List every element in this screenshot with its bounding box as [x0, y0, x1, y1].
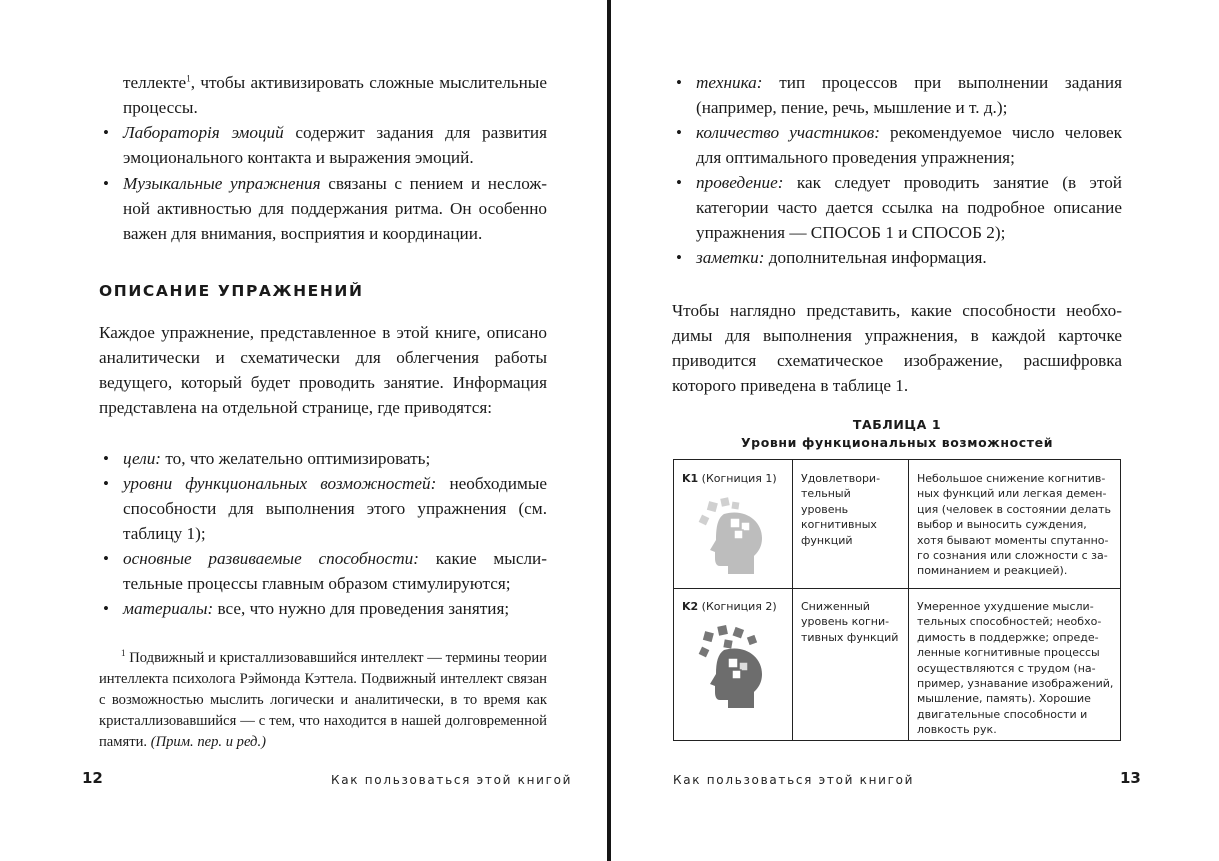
list-item: • цели: то, что желательно оптимизировать;: [123, 446, 547, 471]
table-subtitle: Уровни функциональных возможностей: [740, 435, 1054, 450]
bullet-icon: •: [103, 599, 109, 618]
bullet-icon: •: [103, 123, 109, 142]
head-puzzle-dark-icon: [694, 624, 770, 710]
running-head: Как пользоваться этой книгой: [331, 773, 573, 787]
paragraph-continuation: теллекте$^1$, чтобы активизировать сложные мыслительные процессы.: [123, 73, 547, 117]
table-cell-code: K1 (Когниция 1): [674, 460, 793, 588]
table-cell-description: Небольшое снижение когнитивных функций или легкая деменция (человек в состоянии делать выбор и выносить суждения, хотя бывают моменты спутанного сознания или сложности с запоминанием и реакцией).: [917, 472, 1112, 578]
footnote-marker: 1: [186, 73, 191, 84]
list-item: • проведение: как следует проводить занятие (в этой категории часто дается ссылка на подробное описание упражнения — СПОСОБ 1 и СПОСОБ 2);: [696, 170, 1122, 245]
list-item: • техника: тип процессов при выполнении задания (например, пение, речь, мышление и т. д.);: [696, 70, 1122, 120]
list-item: • заметки: дополнительная информация.: [696, 245, 1122, 270]
table-cell-level: Удовлетворительный уровень когнитивных функций: [793, 460, 909, 588]
table-intro-paragraph: Чтобы наглядно представить, какие способности необходимы для выполнения упражнения, в каждой карточке приводится схематическое изображение, расшифровка которого приведена в таблице 1.: [672, 301, 1122, 395]
book-gutter: [607, 0, 611, 861]
bullet-icon: •: [676, 173, 682, 192]
footnote: $^1$ Подвижный и кристаллизовавшийся интеллект — термины теории интеллекта психолога Рэймонда Кэттела. Подвижный интеллект связан с возможностью мыслить логически и аналитически, в то время как кристаллизовавшийся — с тем, что находится в нашей долговременной памяти. (Прим. пер. и ред.): [99, 648, 547, 750]
page-number-right: 13: [1120, 769, 1141, 787]
bullet-music: • Музыкальные упражнения связаны с пением и несложной активностью для поддержания ритма. Он особенно важен для внимания, восприятия и координации.: [123, 171, 547, 246]
table-cell-level: Сниженный уровень когнитивных функций: [793, 588, 909, 740]
running-head-right: Как пользоваться этой книгой: [673, 773, 915, 787]
table-cell-code: K2 (Когниция 2): [674, 588, 793, 740]
list-item: • количество участников: рекомендуемое число человек для оптимального проведения упражнения;: [696, 120, 1122, 170]
table-cell-description: Умеренное ухудшение мыслительных способностей; необходимость в поддержке; определенные когнитивные процессы осуществляются с трудом (например, узнавание изображений, мышление, память). Хорошие двигательные способности и ловкость рук.: [917, 600, 1114, 737]
info-list-right: [676, 70, 1123, 270]
bullet-icon: •: [103, 174, 109, 193]
list-item: • уровни функциональных возможностей: необходимые способности для выполнения этого упражнения (см. таблицу 1);: [123, 471, 547, 546]
bullet-icon: •: [676, 73, 682, 92]
bullet-icon: •: [103, 549, 109, 568]
head-puzzle-light-icon: [694, 496, 770, 576]
info-list-left: [103, 446, 547, 621]
table-title: ТАБЛИЦА 1: [852, 417, 942, 432]
table-row: [674, 460, 1120, 589]
intro-paragraph: Каждое упражнение, представленное в этой книге, описано аналитически и схематически для облегчения работы ведущего, который будет проводить занятие. Информация представлена на отдельной странице, где приводятся:: [99, 323, 547, 417]
list-item: • основные развиваемые способности: какие мыслительные процессы главным образом стимулируются;: [123, 546, 547, 596]
left-page: [0, 0, 607, 861]
bullet-icon: •: [103, 474, 109, 493]
bullet-icon: •: [103, 449, 109, 468]
section-heading: ОПИСАНИЕ УПРАЖНЕНИЙ: [99, 282, 364, 300]
table-caption: [672, 416, 1122, 452]
bullet-emotion-lab: • Лабораторія эмоций содержит задания для развития эмоционального контакта и выражения эмоций.: [123, 120, 547, 170]
bullet-icon: •: [676, 248, 682, 267]
page-number: 12: [82, 769, 103, 787]
functional-levels-table: [673, 459, 1121, 741]
table-row: [674, 588, 1120, 740]
list-item: • материалы: все, что нужно для проведения занятия;: [123, 596, 547, 621]
bullet-icon: •: [676, 123, 682, 142]
